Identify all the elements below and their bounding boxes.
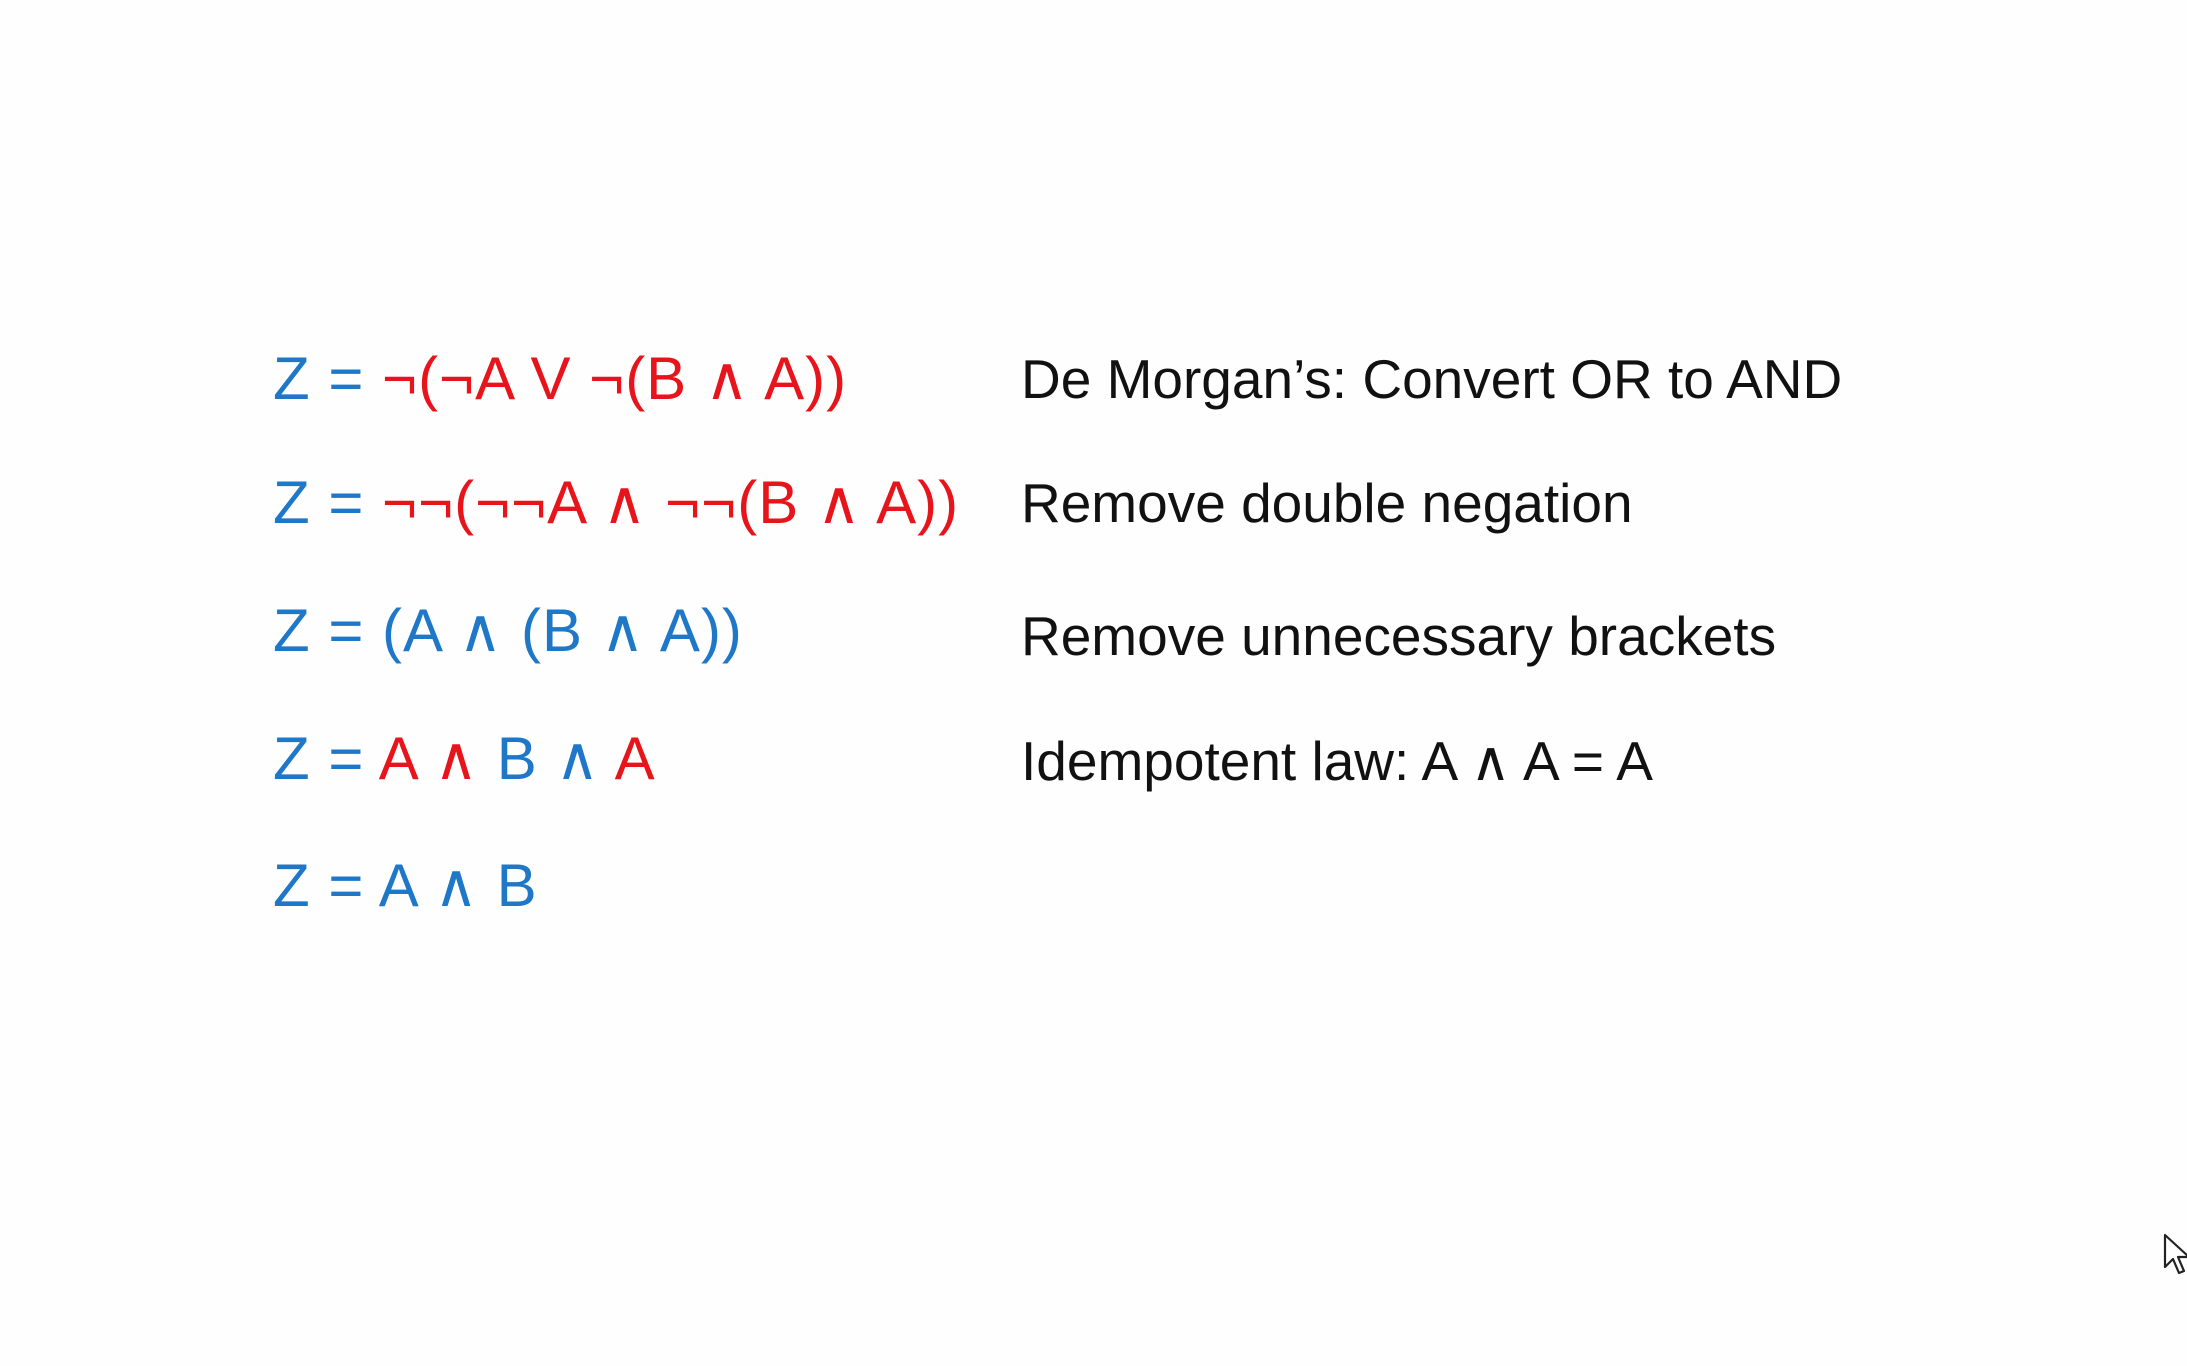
step-row-1 <box>0 329 2187 429</box>
step-row-5 <box>0 836 2187 936</box>
explanation-1: De Morgan’s: Convert OR to AND <box>1021 348 1843 410</box>
expression-segment: Z = <box>273 345 383 412</box>
expression-segment: Z = A ∧ B <box>273 852 538 919</box>
expression-2 <box>273 453 959 553</box>
mouse-pointer-icon <box>2163 1233 2187 1277</box>
expression-segment: Z = <box>273 725 379 792</box>
expression-5 <box>273 836 538 936</box>
expression-segment: A ∧ <box>378 725 497 792</box>
expression-segment: Z = (A ∧ (B ∧ A)) <box>273 597 743 664</box>
expression-segment: ¬¬(¬¬A ∧ ¬¬(B ∧ A)) <box>382 469 960 536</box>
expression-4 <box>273 709 656 809</box>
explanation-2: Remove double negation <box>1021 472 1633 534</box>
explanation-4: Idempotent law: A ∧ A = A <box>1021 730 1653 792</box>
expression-1 <box>273 329 847 429</box>
expression-segment: Z = <box>273 469 383 536</box>
expression-3 <box>273 581 743 681</box>
expression-segment: ¬(¬A V ¬(B ∧ A)) <box>382 345 848 412</box>
step-row-2 <box>0 453 2187 553</box>
step-row-4 <box>0 709 2187 809</box>
explanation-3: Remove unnecessary brackets <box>1021 605 1777 667</box>
expression-segment: A <box>614 725 656 792</box>
step-row-3 <box>0 581 2187 681</box>
expression-segment: B ∧ <box>496 725 615 792</box>
